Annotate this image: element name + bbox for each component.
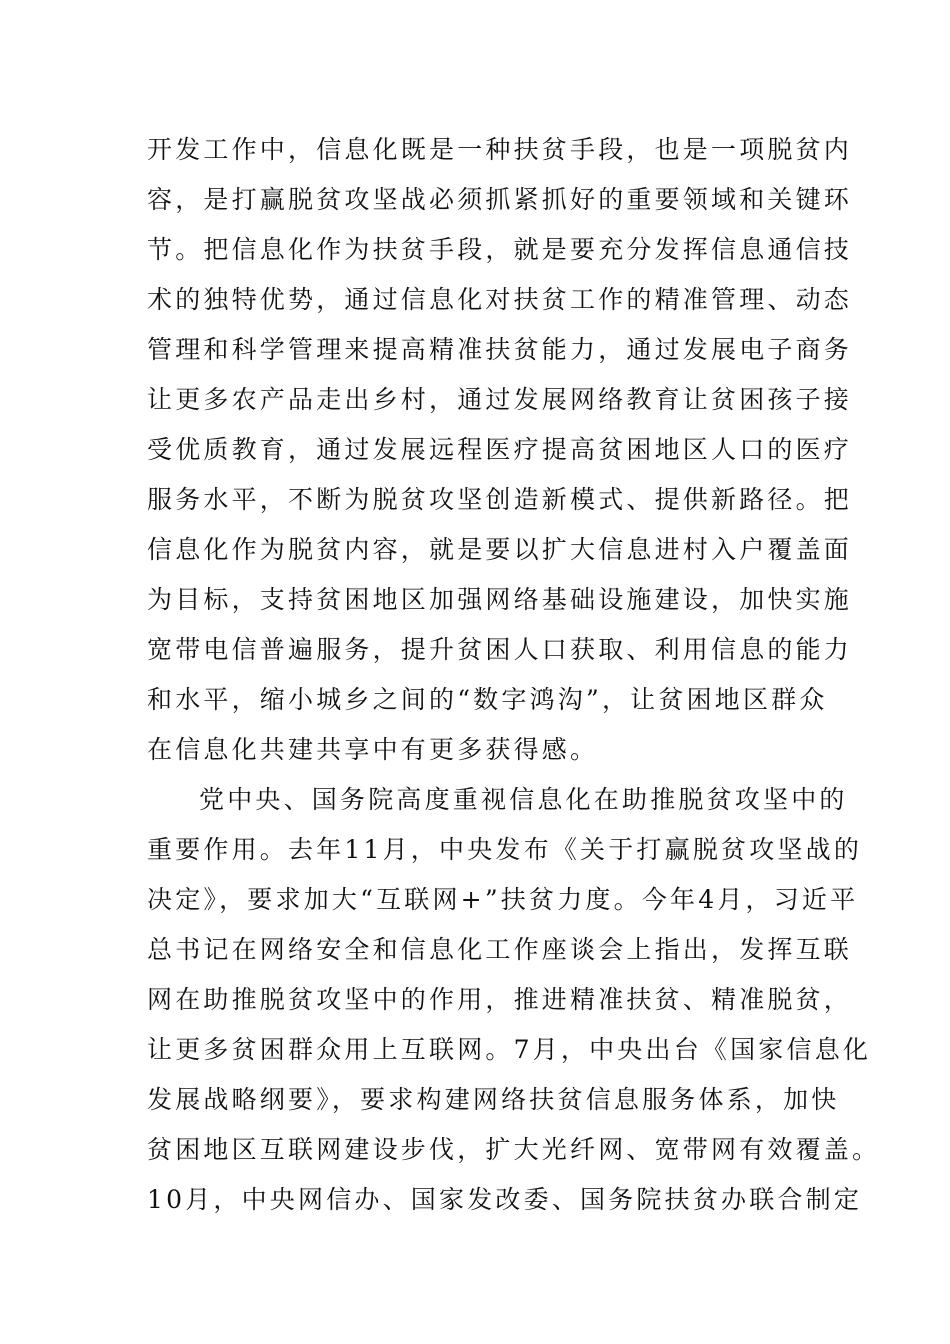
paragraph-1-line: 让更多农产品走出乡村，通过发展网络教育让贫困孩子接	[147, 385, 853, 414]
paragraph-1-line: 为目标，支持贫困地区加强网络基础设施建设，加快实施	[147, 585, 853, 614]
paragraph-1-line: 开发工作中，信息化既是一种扶贫手段，也是一项脱贫内	[147, 135, 853, 164]
paragraph-2-line: 贫困地区互联网建设步伐，扩大光纤网、宽带网有效覆盖。	[147, 1135, 881, 1164]
paragraph-1-line: 服务水平，不断为脱贫攻坚创造新模式、提供新路径。把	[147, 485, 853, 514]
paragraph-2-line: 重要作用。去年11月，中央发布《关于打赢脱贫攻坚战的	[147, 835, 863, 864]
paragraph-2-line: 10月，中央网信办、国家发改委、国务院扶贫办联合制定	[147, 1185, 863, 1214]
paragraph-1-line: 容，是打赢脱贫攻坚战必须抓紧抓好的重要领域和关键环	[147, 185, 853, 214]
paragraph-1-line: 信息化作为脱贫内容，就是要以扩大信息进村入户覆盖面	[147, 535, 853, 564]
paragraph-2-line: 总书记在网络安全和信息化工作座谈会上指出，发挥互联	[147, 935, 853, 964]
paragraph-2-line: 党中央、国务院高度重视信息化在助推脱贫攻坚中的	[199, 785, 848, 814]
paragraph-1-line: 节。把信息化作为扶贫手段，就是要充分发挥信息通信技	[147, 235, 853, 264]
paragraph-2-line: 让更多贫困群众用上互联网。7月，中央出台《国家信息化	[147, 1035, 872, 1064]
paragraph-1-line: 宽带电信普遍服务，提升贫困人口获取、利用信息的能力	[147, 635, 853, 664]
paragraph-2-line: 发展战略纲要》，要求构建网络扶贫信息服务体系，加快	[147, 1085, 840, 1114]
paragraph-1-line: 在信息化共建共享中有更多获得感。	[147, 735, 599, 764]
paragraph-2-line: 网在助推脱贫攻坚中的作用，推进精准扶贫、精准脱贫，	[147, 985, 853, 1014]
paragraph-1-line: 和水平，缩小城乡之间的“数字鸿沟”，让贫困地区群众	[147, 685, 828, 714]
paragraph-2-line: 决定》，要求加大“互联网+”扶贫力度。今年4月，习近平	[147, 885, 859, 914]
paragraph-1-line: 管理和科学管理来提高精准扶贫能力，通过发展电子商务	[147, 335, 853, 364]
paragraph-1-line: 术的独特优势，通过信息化对扶贫工作的精准管理、动态	[147, 285, 853, 314]
paragraph-1-line: 受优质教育，通过发展远程医疗提高贫困地区人口的医疗	[147, 435, 853, 464]
